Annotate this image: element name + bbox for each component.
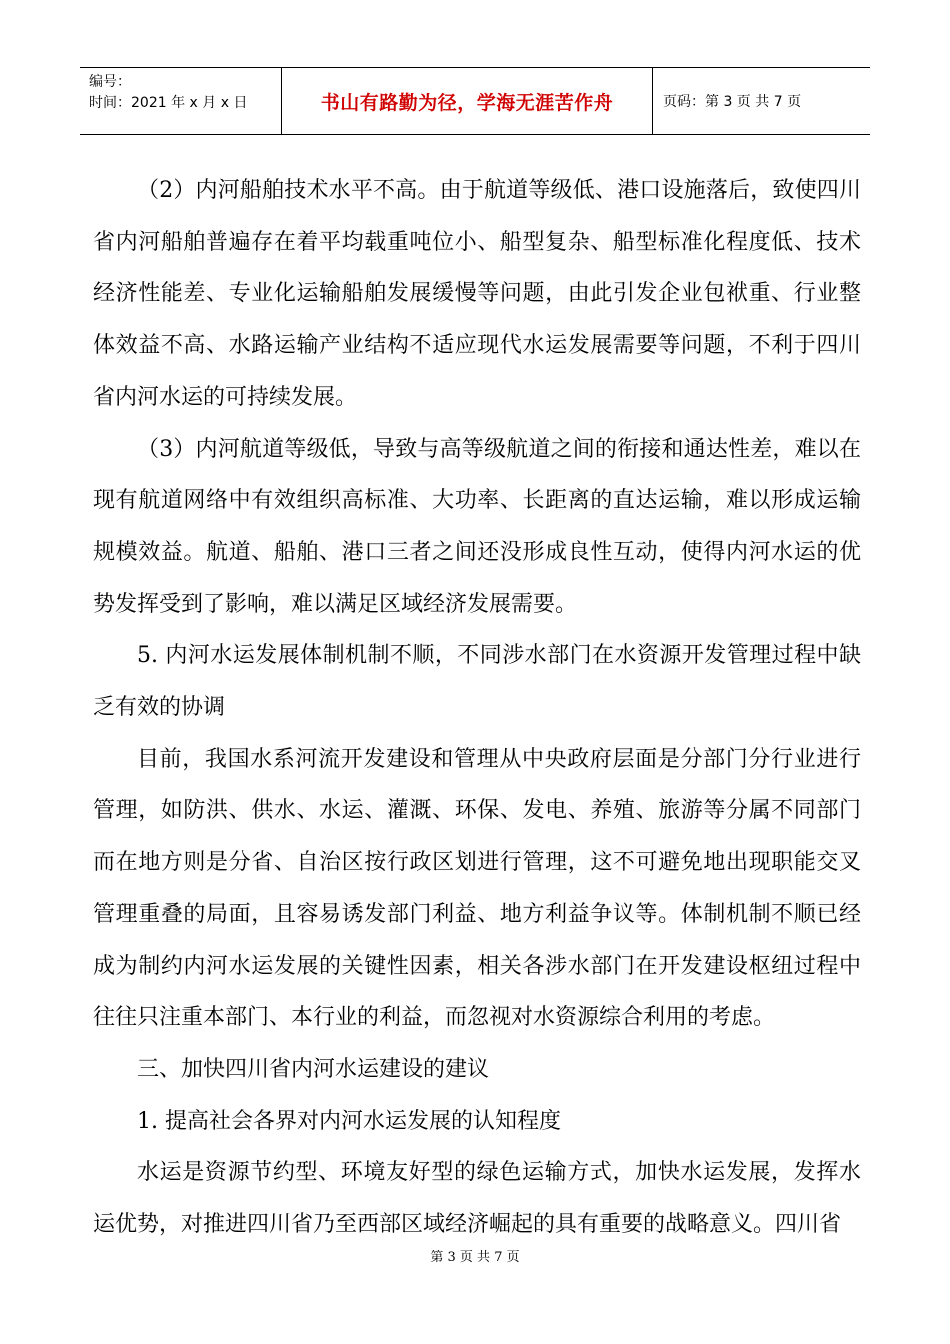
header-page-cell — [653, 68, 870, 134]
paragraph-green-transport: 水运是资源节约型、环境友好型的绿色运输方式，加快水运发展，发挥水运优势，对推进四川省乃至西部区域经济崛起的具有重要的战略意义。四川省 — [93, 1160, 861, 1238]
page-footer — [0, 1246, 950, 1265]
section-heading-suggestions: 三、加快四川省内河水运建设的建议 — [137, 1056, 490, 1082]
header-info-cell — [80, 68, 282, 134]
page-header — [80, 67, 870, 135]
paragraph-management: 目前，我国水系河流开发建设和管理从中央政府层面是分部门分行业进行管理，如防洪、供水、水运、灌溉、环保、发电、养殖、旅游等分属不同部门而在地方则是分省、自治区按行政区划进行管理，这不可避免地出现职能交叉管理重叠的局面，且容易诱发部门利益、地方利益争议等。体制机制不顺已经成为制约内河水运发展的关键性因素，相关各涉水部门在开发建设枢纽过程中往往只注重本部门、本行业的利益，而忽视对水资源综合利用的考虑。 — [93, 746, 861, 1031]
header-page-number: 页码：第 3 页 共 7 页 — [663, 94, 802, 110]
paragraph-waterway-grade: （3）内河航道等级低，导致与高等级航道之间的衔接和通达性差，难以在现有航道网络中有效组织高标准、大功率、长距离的直达运输，难以形成运输规模效益。航道、船舶、港口三者之间还没形成良性互动，使得内河水运的优势发挥受到了影响，难以满足区域经济发展需要。 — [93, 436, 861, 617]
paragraph-ship-technology: （2）内河船舶技术水平不高。由于航道等级低、港口设施落后，致使四川省内河船舶普遍存在着平均载重吨位小、船型复杂、船型标准化程度低、技术经济性能差、专业化运输船舶发展缓慢等问题，由此引发企业包袱重、行业整体效益不高、水路运输产业结构不适应现代水运发展需要等问题，不利于四川省内河水运的可持续发展。 — [93, 178, 861, 410]
footer-page-number: 第 3 页 共 7 页 — [430, 1250, 520, 1265]
header-motto-cell — [282, 68, 653, 134]
document-time-label: 时间：2021 年 x 月 x 日 — [89, 95, 248, 111]
header-motto: 书山有路勤为径，学海无涯苦作舟 — [320, 91, 614, 114]
subheading-awareness: 1. 提高社会各界对内河水运发展的认知程度 — [137, 1108, 561, 1134]
document-body — [93, 165, 861, 1251]
paragraph-mechanism-heading: 5. 内河水运发展体制机制不顺，不同涉水部门在水资源开发管理过程中缺乏有效的协调 — [93, 643, 861, 721]
document-number-label: 编号： — [89, 74, 131, 90]
